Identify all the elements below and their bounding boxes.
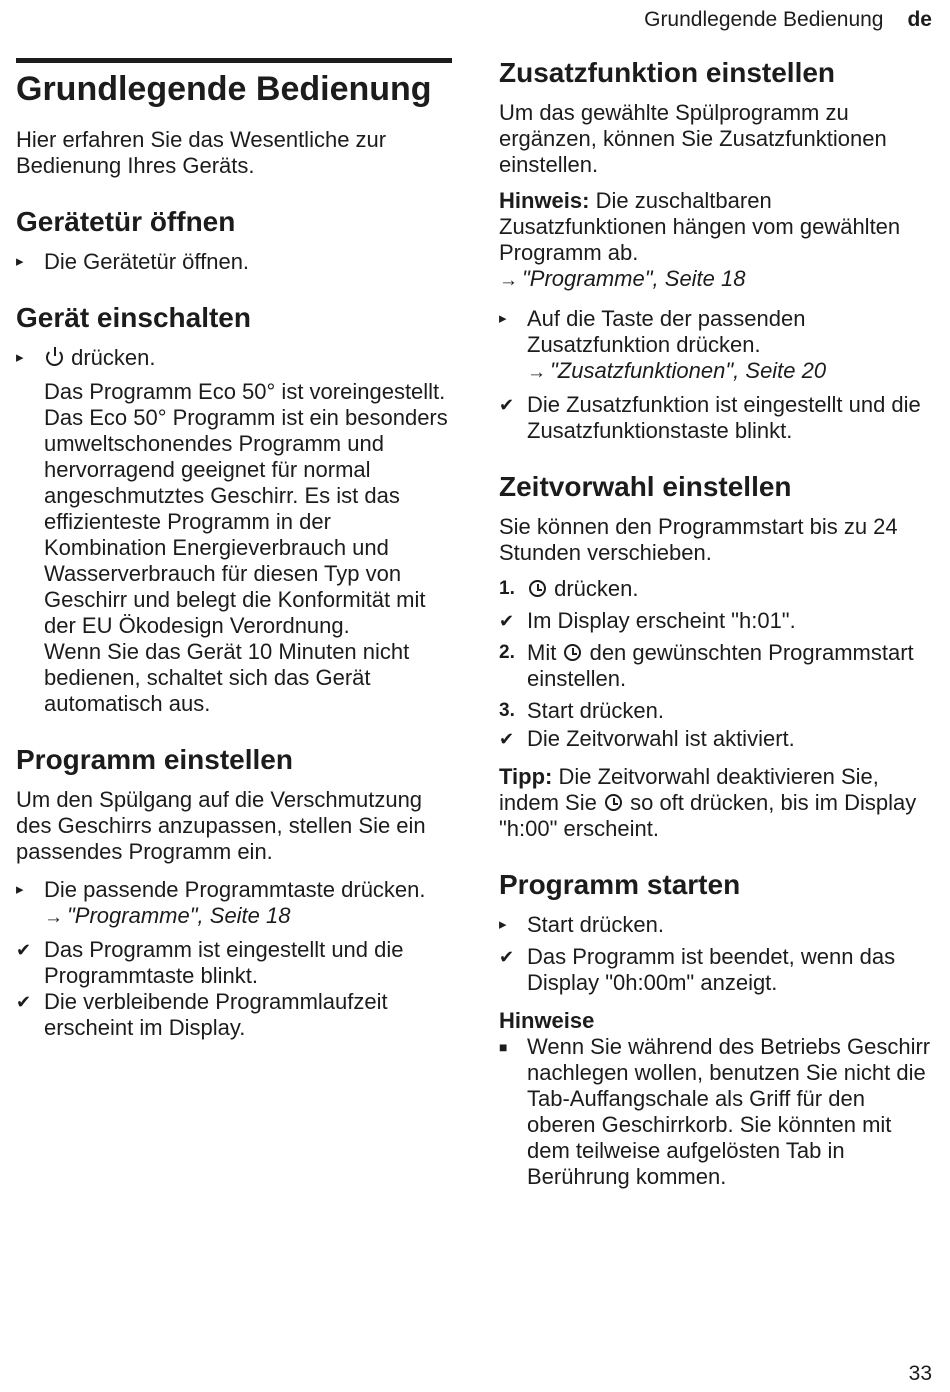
square-bullet-icon: ■ [499,1039,508,1055]
step-number: 2. [499,642,515,663]
start-step: ▸ Start drücken. [499,912,664,937]
timer-step-3: 3. Start drücken. [499,698,664,723]
step-arrow-icon: ▸ [499,916,507,933]
timer-heading: Zeitvorwahl einstellen [499,471,792,502]
page-title: Grundlegende Bedienung [16,70,432,108]
door-heading: Gerätetür öffnen [16,206,236,237]
step-arrow-icon: ▸ [16,349,24,366]
start-note: ■ Wenn Sie während des Betriebs Geschirr nachlegen wollen, benutzen Sie nicht die Tab-Auffangschale als Griff für den oberen Geschirrkorb. Sie könnten mit dem teilweise aufgelösten Tab in Berührung kommen. [499,1034,931,1189]
header-section: Grundlegende Bedienung [644,8,884,31]
reference-arrow-icon: → [499,270,518,291]
power-heading: Gerät einschalten [16,302,251,333]
program-heading: Programm einstellen [16,744,293,775]
notes-heading: Hinweise [499,1008,595,1033]
timer-intro: Sie können den Programmstart bis zu 24 Stunden verschieben. [499,514,898,565]
program-result-2: ✔ Die verbleibende Programmlaufzeit erscheint im Display. [16,989,388,1040]
step-number: 1. [499,578,515,599]
clock-icon [605,794,622,811]
timer-result-1: ✔ Im Display erscheint "h:01". [499,608,796,633]
check-icon: ✔ [16,992,32,1012]
start-result: ✔ Das Programm ist beendet, wenn das Display "0h:00m" anzeigt. [499,944,896,995]
timer-step-2: 2. Mit den gewünschten Programmstart einstellen. [499,640,914,691]
program-intro: Um den Spülgang auf die Verschmutzung des Geschirrs anzupassen, stellen Sie ein passendes Programm ein. [16,787,426,864]
power-text-1: Das Programm Eco 50° ist voreingestellt. [44,379,446,404]
page-number: 33 [908,1362,932,1385]
right-column [499,56,939,1196]
start-key-label: Start [527,912,574,937]
step-arrow-icon: ▸ [16,253,24,270]
extra-note-ref: → "Programme", Seite 18 [499,266,746,291]
reference-arrow-icon: → [527,362,546,383]
extra-step: ▸ Auf die Taste der passenden Zusatzfunktion drücken. → "Zusatzfunktionen", Seite 20 [499,306,939,386]
start-key-label: Start [527,698,574,723]
start-heading: Programm starten [499,869,741,900]
extra-step-ref: → "Zusatzfunktionen", Seite 20 [527,358,827,383]
clock-icon [529,580,546,597]
intro-text: Hier erfahren Sie das Wesentliche zur Bedienung Ihres Geräts. [16,127,387,178]
extra-heading: Zusatzfunktion einstellen [499,57,836,88]
step-number: 3. [499,700,515,721]
program-result-1: ✔ Das Programm ist eingestellt und die Programmtaste blinkt. [16,937,404,988]
power-icon [46,349,63,366]
extra-note: Hinweis: Die zuschaltbaren Zusatzfunktionen hängen vom gewählten Programm ab. → "Programme", Seite 18 [499,188,939,294]
timer-tip: Tipp: Die Zeitvorwahl deaktivieren Sie, indem Sie so oft drücken, bis im Display "h:00" erscheint. [499,764,917,841]
check-icon: ✔ [499,947,515,967]
extra-result: ✔ Die Zusatzfunktion ist eingestellt und die Zusatzfunktionstaste blinkt. [499,392,921,443]
step-arrow-icon: ▸ [499,310,507,327]
title-rule [16,58,452,63]
header-language: de [907,8,932,31]
extra-intro: Um das gewählte Spülprogramm zu ergänzen, können Sie Zusatzfunktionen einstellen. [499,100,887,177]
check-icon: ✔ [16,940,32,960]
check-icon: ✔ [499,729,515,749]
step-arrow-icon: ▸ [16,881,24,898]
check-icon: ✔ [499,611,515,631]
reference-arrow-icon: → [44,907,63,928]
program-step: ▸ Die passende Programmtaste drücken. → "Programme", Seite 18 [16,877,452,931]
check-icon: ✔ [499,395,515,415]
timer-result-3: ✔ Die Zeitvorwahl ist aktiviert. [499,726,795,751]
door-step: ▸ Die Gerätetür öffnen. [16,249,250,274]
power-text-3: Wenn Sie das Gerät 10 Minuten nicht bedienen, schaltet sich das Gerät automatisch aus. [44,639,410,716]
left-column [16,58,452,1047]
page-header [644,8,932,32]
power-text-2: Das Eco 50° Programm ist ein besonders umweltschonendes Programm und hervorragend geeignet für normal angeschmutztes Geschirr. Es ist das effizienteste Programm in der Kombination Energieverbrauch und Wasserverbrauch für diesen Typ von Geschirr und belegt die Konformität mit der EU Ökodesign Verordnung. [44,405,448,638]
clock-icon [564,644,581,661]
timer-step-1: 1. drücken. [499,576,639,601]
program-ref: → "Programme", Seite 18 [44,903,291,928]
power-step: ▸ drücken. Das Programm Eco 50° ist voreingestellt. Das Eco 50° Programm ist ein besonders umweltschonendes Programm und hervorragend geeignet für normal angeschmutztes Geschirr. Es ist das effizienteste Programm in der Kombination Energieverbrauch und Wasserverbrauch für diesen Typ von Geschirr und belegt die Konformität mit der EU Ökodesign Verordnung. Wenn Sie das Gerät 10 Minuten nicht bedienen, schaltet sich das Gerät automatisch aus. [16,345,452,717]
